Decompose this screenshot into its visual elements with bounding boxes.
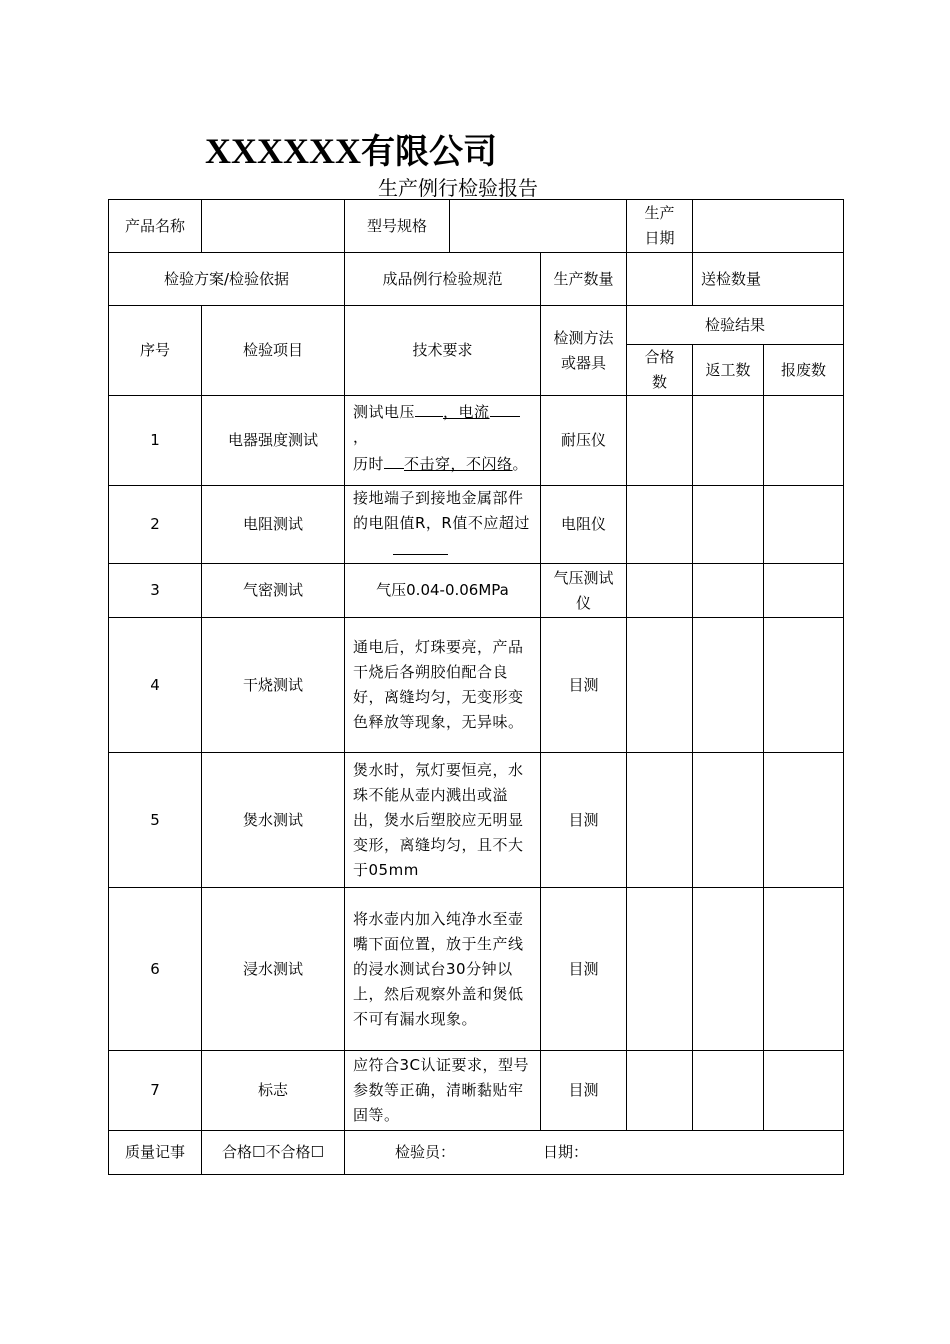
req-text-duration: 历时 xyxy=(353,455,385,473)
row-qualified[interactable] xyxy=(627,564,693,618)
row-qualified[interactable] xyxy=(627,618,693,753)
row-item: 电器强度测试 xyxy=(202,396,345,486)
row-qualified[interactable] xyxy=(627,1051,693,1131)
table-row xyxy=(109,618,844,753)
col-method xyxy=(541,306,627,396)
voltage-blank[interactable] xyxy=(415,398,443,417)
row-method: 气压测试仪 xyxy=(541,564,627,618)
row-requirement: 气压0.04-0.06MPa xyxy=(345,564,541,618)
production-qty-label: 生产数量 xyxy=(541,253,627,306)
product-name-value[interactable] xyxy=(202,200,345,253)
req-text-resistance: 接地端子到接地金属部件的电阻值R，R值不应超过 xyxy=(353,489,530,532)
row-requirement: 通电后，灯珠要亮，产品 干烧后各朔胶伯配合良好，离缝均匀，无变形变色释放等现象，无异味。 xyxy=(345,618,541,753)
col-method-line2: 或器具 xyxy=(560,353,606,372)
row-item: 煲水测试 xyxy=(202,753,345,888)
row-seq: 3 xyxy=(109,564,202,618)
header-row-basis xyxy=(109,253,844,306)
resistance-blank[interactable] xyxy=(393,536,448,555)
row-seq: 2 xyxy=(109,486,202,564)
row-requirement xyxy=(345,396,541,486)
row-rework[interactable] xyxy=(693,396,764,486)
col-qualified-line1: 合格 xyxy=(644,348,675,366)
row-qualified[interactable] xyxy=(627,888,693,1051)
table-row xyxy=(109,396,844,486)
row-scrap[interactable] xyxy=(764,618,844,753)
basis-value: 成品例行检验规范 xyxy=(345,253,541,306)
row-item: 标志 xyxy=(202,1051,345,1131)
row-scrap[interactable] xyxy=(764,486,844,564)
current-blank[interactable] xyxy=(490,398,520,417)
table-row xyxy=(109,753,844,888)
pass-fail-checkboxes[interactable]: 合格☐不合格☐ xyxy=(202,1131,345,1175)
production-date-label-line1: 生产 xyxy=(644,204,675,222)
col-rework: 返工数 xyxy=(693,345,764,396)
row-method: 目测 xyxy=(541,1051,627,1131)
req-line-2 xyxy=(353,450,532,477)
production-date-value[interactable] xyxy=(693,200,844,253)
row-rework[interactable] xyxy=(693,753,764,888)
row-requirement xyxy=(345,486,541,564)
row-item: 气密测试 xyxy=(202,564,345,618)
col-result: 检验结果 xyxy=(627,306,844,345)
row-seq: 7 xyxy=(109,1051,202,1131)
req-text-no-breakdown: 不击穿 xyxy=(404,455,451,473)
column-header-row-1 xyxy=(109,306,844,345)
quality-label: 质量记事 xyxy=(109,1131,202,1175)
company-prefix: XXXXXX xyxy=(205,131,361,171)
row-scrap[interactable] xyxy=(764,396,844,486)
row-scrap[interactable] xyxy=(764,1051,844,1131)
model-value[interactable] xyxy=(450,200,627,253)
production-date-label xyxy=(627,200,693,253)
row-method: 电阻仪 xyxy=(541,486,627,564)
model-label: 型号规格 xyxy=(345,200,450,253)
row-seq: 6 xyxy=(109,888,202,1051)
production-date-label-line2: 日期 xyxy=(644,229,675,247)
req-text-voltage: 测试电压 xyxy=(353,403,416,421)
company-title xyxy=(205,124,497,173)
req-line-1 xyxy=(353,398,532,450)
row-item: 浸水测试 xyxy=(202,888,345,1051)
req-text-no-flashover: ，不闪络 xyxy=(450,455,513,473)
table-row xyxy=(109,564,844,618)
row-rework[interactable] xyxy=(693,888,764,1051)
product-name-label: 产品名称 xyxy=(109,200,202,253)
duration-blank[interactable] xyxy=(384,450,404,469)
row-requirement: 应符合3C认证要求，型号参数等正确，清晰黏贴牢固等。 xyxy=(345,1051,541,1131)
row-requirement: 煲水时，氖灯要恒亮，水珠不能从壶内溅出或溢出，煲水后塑胶应无明显变形，离缝均匀，且不大于05mm xyxy=(345,753,541,888)
row-method: 目测 xyxy=(541,753,627,888)
row-method: 目测 xyxy=(541,888,627,1051)
row-rework[interactable] xyxy=(693,486,764,564)
col-item: 检验项目 xyxy=(202,306,345,396)
row-seq: 1 xyxy=(109,396,202,486)
row-requirement: 将水壶内加入纯净水至壶嘴下面位置，放于生产线的浸水测试台30分钟以上，然后观察外盖和煲低不可有漏水现象。 xyxy=(345,888,541,1051)
table-row xyxy=(109,486,844,564)
row-qualified[interactable] xyxy=(627,396,693,486)
req-text-period: 。 xyxy=(512,455,529,473)
row-item: 干烧测试 xyxy=(202,618,345,753)
basis-label: 检验方案/检验依据 xyxy=(109,253,345,306)
row-rework[interactable] xyxy=(693,618,764,753)
row-rework[interactable] xyxy=(693,1051,764,1131)
inspector-label: 检验员： xyxy=(395,1143,456,1161)
inspection-form-table xyxy=(108,199,844,1175)
header-row-product xyxy=(109,200,844,253)
table-row xyxy=(109,1051,844,1131)
row-method: 目测 xyxy=(541,618,627,753)
row-item: 电阻测试 xyxy=(202,486,345,564)
footer-row xyxy=(109,1131,844,1175)
company-suffix: 有限公司 xyxy=(361,132,497,172)
row-rework[interactable] xyxy=(693,564,764,618)
inspector-date-cell xyxy=(345,1131,844,1175)
row-seq: 4 xyxy=(109,618,202,753)
row-scrap[interactable] xyxy=(764,753,844,888)
row-qualified[interactable] xyxy=(627,486,693,564)
report-title: 生产例行检验报告 xyxy=(378,176,538,200)
row-scrap[interactable] xyxy=(764,564,844,618)
row-method: 耐压仪 xyxy=(541,396,627,486)
row-scrap[interactable] xyxy=(764,888,844,1051)
date-label: 日期： xyxy=(543,1143,589,1161)
row-qualified[interactable] xyxy=(627,753,693,888)
req-text-current: ，电流 xyxy=(443,403,490,421)
col-scrap: 报废数 xyxy=(764,345,844,396)
col-seq: 序号 xyxy=(109,306,202,396)
req-text-comma: ， xyxy=(353,428,369,446)
sent-qty-label: 送检数量 xyxy=(693,253,844,306)
col-requirement: 技术要求 xyxy=(345,306,541,396)
table-row xyxy=(109,888,844,1051)
row-seq: 5 xyxy=(109,753,202,888)
production-qty-value[interactable] xyxy=(627,253,693,306)
col-qualified xyxy=(627,345,693,396)
col-method-line1: 检测方法 xyxy=(553,328,614,347)
col-qualified-line2: 数 xyxy=(651,373,667,391)
